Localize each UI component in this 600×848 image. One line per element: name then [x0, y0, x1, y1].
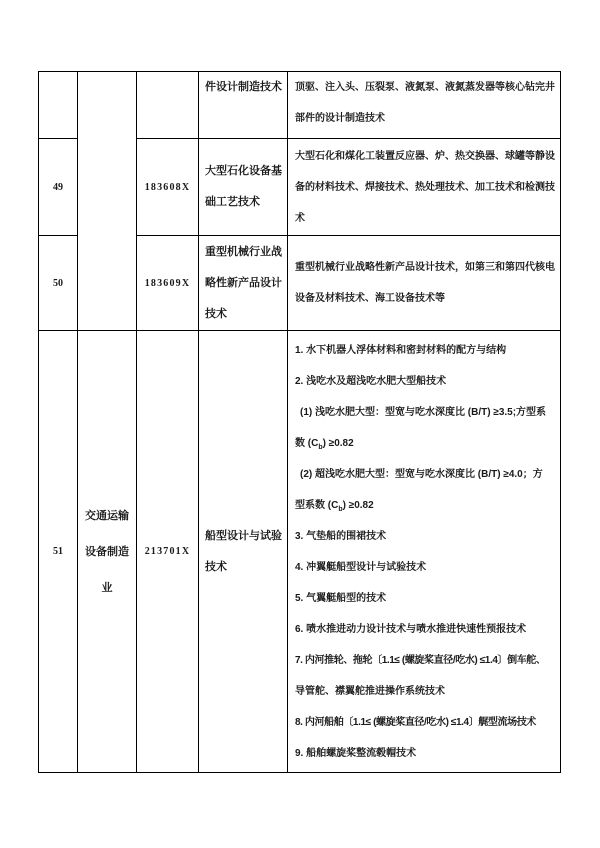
cell-description	[288, 236, 561, 331]
cell-industry	[78, 331, 137, 773]
description-item-3: 3. 气垫船的围裙技术	[295, 530, 387, 542]
cell-code: 183608X	[137, 139, 199, 236]
description-item-8: 8. 内河船舶〔1.1≤ (螺旋桨直径/吃水) ≤1.4〕艉型流场技术	[295, 716, 536, 728]
description-item-5: 5. 气翼艇船型的技术	[295, 592, 387, 604]
cell-code: 183609X	[137, 236, 199, 331]
description-line: 术	[295, 212, 305, 224]
industry-line: 交通运输	[85, 509, 129, 522]
description-line: 大型石化和煤化工装置反应器、炉、热交换器、球罐等静设	[295, 150, 555, 162]
table-row-continuation	[39, 72, 561, 139]
description-item-6: 6. 喷水推进动力设计技术与喷水推进快速性预报技术	[295, 623, 527, 635]
cell-number: 49	[39, 139, 78, 236]
description-item-2-1: (1) 浅吃水肥大型：型宽与吃水深度比 (B/T) ≥3.5;方型系	[300, 406, 547, 418]
tech-name-line: 船型设计与试验	[205, 529, 282, 542]
cell-number: 50	[39, 236, 78, 331]
cell-tech-name	[199, 331, 288, 773]
text-before-subscript: 型系数 (C	[295, 499, 339, 511]
cell-industry-merged-empty	[78, 72, 137, 331]
subscript-b: b	[318, 443, 323, 451]
tech-name-line: 础工艺技术	[205, 196, 260, 208]
text-after-subscript: ) ≥0.82	[342, 499, 374, 511]
description-item-4: 4. 冲翼艇船型设计与试验技术	[295, 561, 427, 573]
subscript-b: b	[338, 505, 343, 513]
description-item-7: 7. 内河推轮、拖轮〔1.1≤ (螺旋桨直径/吃水) ≤1.4〕倒车舵、	[295, 654, 546, 666]
description-item-2-2: (2) 超浅吃水肥大型：型宽与吃水深度比 (B/T) ≥4.0；方	[300, 468, 543, 480]
description-item-2-1-continued	[295, 428, 558, 459]
description-line: 部件的设计制造技术	[295, 113, 385, 124]
cell-description	[288, 331, 561, 773]
technology-catalog-table	[38, 71, 561, 773]
text-before-subscript: 数 (C	[295, 437, 319, 449]
description-line: 重型机械行业战略性新产品设计技术，如第三和第四代核电	[295, 262, 555, 273]
description-item-7-continued: 导管舵、襟翼舵推进操作系统技术	[295, 685, 445, 697]
industry-line: 设备制造	[85, 545, 129, 558]
tech-name-line: 略性新产品设计	[205, 276, 282, 289]
cell-number-empty	[39, 72, 78, 139]
description-line: 设备及材料技术、海工设备技术等	[295, 293, 445, 304]
description-item-2-2-continued	[295, 490, 558, 521]
cell-tech-name	[199, 72, 288, 139]
tech-name-line: 技术	[205, 307, 227, 320]
industry-line: 业	[101, 581, 113, 594]
text-after-subscript: ) ≥0.82	[322, 437, 354, 449]
tech-name-line: 重型机械行业战	[205, 245, 282, 258]
cell-code: 213701X	[137, 331, 199, 773]
cell-description	[288, 139, 561, 236]
tech-name-line: 件设计制造技术	[205, 81, 282, 93]
cell-code-empty	[137, 72, 199, 139]
tech-name-line: 大型石化设备基	[205, 165, 282, 177]
description-line: 顶驱、注入头、压裂泵、液氮泵、液氮蒸发器等核心钻完井	[295, 82, 555, 93]
description-item-2: 2. 浅吃水及超浅吃水肥大型船技术	[295, 375, 447, 387]
cell-number: 51	[39, 331, 78, 773]
description-item-1: 1. 水下机器人浮体材料和密封材料的配方与结构	[295, 344, 507, 356]
cell-description	[288, 72, 561, 139]
tech-name-line: 技术	[205, 560, 227, 573]
description-line: 备的材料技术、焊接技术、热处理技术、加工技术和检测技	[295, 181, 555, 193]
table-row-51	[39, 331, 561, 773]
cell-tech-name	[199, 139, 288, 236]
cell-tech-name	[199, 236, 288, 331]
description-item-9: 9. 船舶螺旋桨整流毂帽技术	[295, 747, 417, 759]
